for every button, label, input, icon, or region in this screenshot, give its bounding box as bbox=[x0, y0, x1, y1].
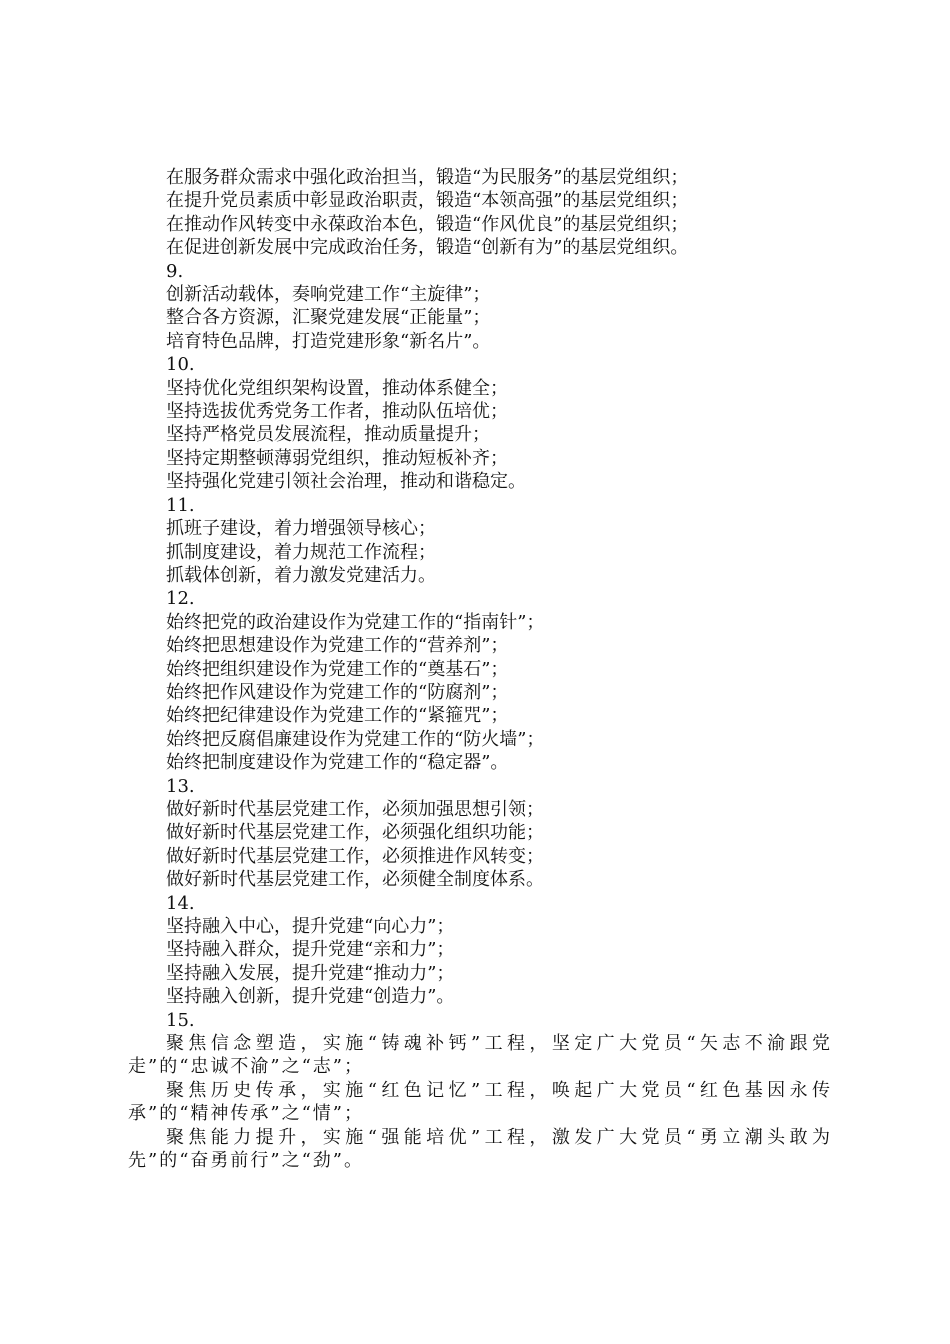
text-line: 始终把党的政治建设作为党建工作的“指南针”； bbox=[166, 611, 545, 633]
text-paragraph: 聚焦历史传承，实施“红色记忆”工程，唤起广大党员“红色基因永传承”的“精神传承”之“情”； bbox=[128, 1079, 832, 1125]
text-paragraph: 聚焦信念塑造，实施“铸魂补钙”工程，坚定广大党员“矢志不渝跟党走”的“忠诚不渝”之“志”； bbox=[128, 1033, 832, 1078]
section-number: 15. bbox=[166, 1009, 195, 1031]
section-number: 11. bbox=[166, 494, 195, 516]
section-number: 13. bbox=[166, 775, 195, 797]
text-line: 培育特色品牌，打造党建形象“新名片”。 bbox=[166, 330, 491, 352]
section-number: 12. bbox=[166, 588, 195, 610]
text-line: 始终把纪律建设作为党建工作的“紧箍咒”； bbox=[166, 705, 509, 727]
text-line: 坚持融入群众，提升党建“亲和力”； bbox=[166, 939, 455, 961]
text-paragraph: 聚焦能力提升，实施“强能培优”工程，激发广大党员“勇立潮头敢为先”的“奋勇前行”之“劲”。 bbox=[128, 1126, 832, 1172]
text-line: 始终把制度建设作为党建工作的“稳定器”。 bbox=[166, 752, 509, 774]
text-line: 始终把作风建设作为党建工作的“防腐剂”； bbox=[166, 681, 509, 703]
text-line: 在推动作风转变中永葆政治本色，锻造“作风优良”的基层党组织； bbox=[166, 213, 689, 235]
text-line: 在服务群众需求中强化政治担当，锻造“为民服务”的基层党组织； bbox=[166, 167, 689, 188]
text-line: 坚持选拔优秀党务工作者，推动队伍培优； bbox=[166, 401, 508, 423]
text-line: 做好新时代基层党建工作，必须强化组织功能； bbox=[166, 822, 544, 844]
text-line: 抓班子建设，着力增强领导核心； bbox=[166, 518, 436, 540]
text-line: 坚持定期整顿薄弱党组织，推动短板补齐； bbox=[166, 447, 508, 469]
document-body bbox=[128, 166, 832, 1172]
text-line: 坚持融入中心，提升党建“向心力”； bbox=[166, 916, 455, 937]
text-line: 始终把组织建设作为党建工作的“奠基石”； bbox=[166, 658, 509, 680]
text-line: 做好新时代基层党建工作，必须推进作风转变； bbox=[166, 845, 544, 867]
text-line: 在促进创新发展中完成政治任务，锻造“创新有为”的基层党组织。 bbox=[166, 237, 689, 259]
text-line: 坚持融入创新，提升党建“创造力”。 bbox=[166, 986, 455, 1008]
section-number: 9. bbox=[166, 260, 184, 282]
text-line: 始终把反腐倡廉建设作为党建工作的“防火墙”； bbox=[166, 728, 545, 750]
text-line: 做好新时代基层党建工作，必须健全制度体系。 bbox=[166, 869, 544, 891]
text-line: 在提升党员素质中彰显政治职责，锻造“本领高强”的基层党组织； bbox=[166, 190, 689, 212]
text-line: 整合各方资源，汇聚党建发展“正能量”； bbox=[166, 307, 491, 329]
text-line: 坚持优化党组织架构设置，推动体系健全； bbox=[166, 377, 508, 399]
text-line: 创新活动载体，奏响党建工作“主旋律”； bbox=[166, 284, 491, 306]
text-line: 坚持强化党建引领社会治理，推动和谐稳定。 bbox=[166, 471, 526, 493]
text-line: 坚持融入发展，提升党建“推动力”； bbox=[166, 962, 455, 984]
text-line: 抓载体创新，着力激发党建活力。 bbox=[166, 564, 436, 586]
section-number: 14. bbox=[166, 892, 195, 914]
text-line: 做好新时代基层党建工作，必须加强思想引领； bbox=[166, 798, 544, 820]
text-line: 坚持严格党员发展流程，推动质量提升； bbox=[166, 424, 490, 446]
section-number: 10. bbox=[166, 354, 195, 376]
text-line: 始终把思想建设作为党建工作的“营养剂”； bbox=[166, 635, 509, 657]
text-line: 抓制度建设，着力规范工作流程； bbox=[166, 541, 436, 563]
